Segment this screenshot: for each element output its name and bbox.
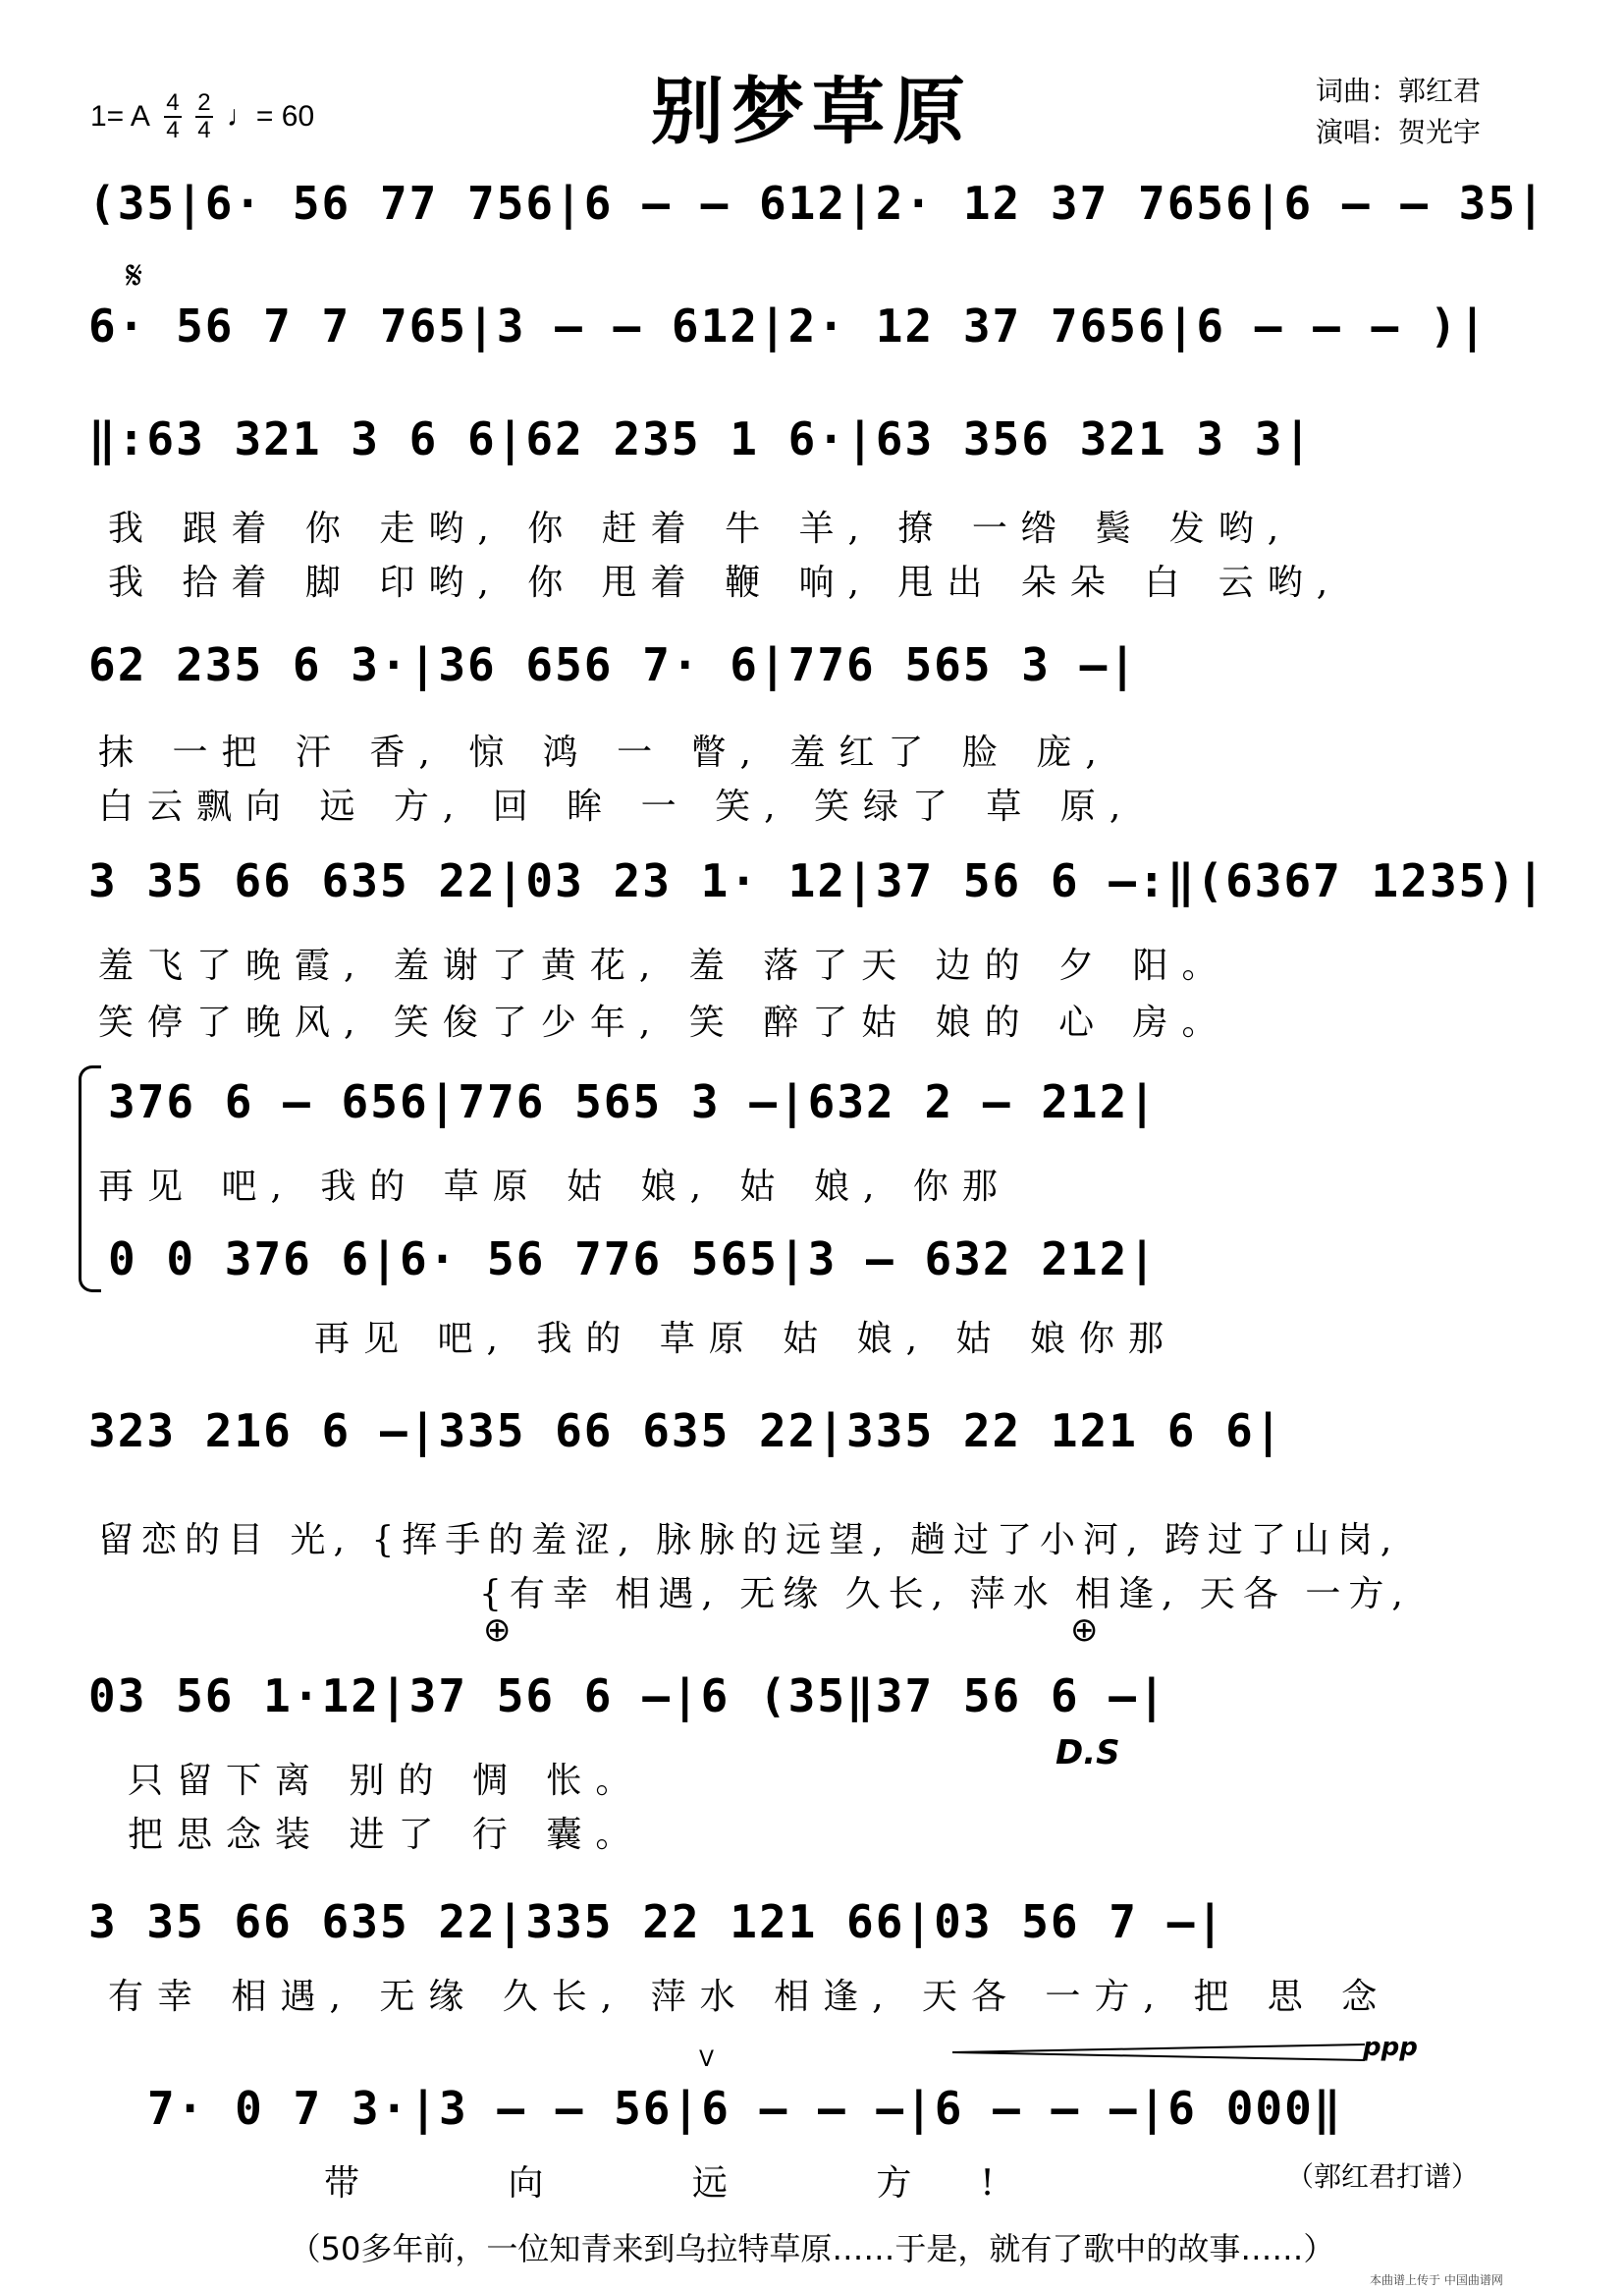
diminuendo-hairpin [952, 2041, 1365, 2064]
credits [1316, 71, 1481, 153]
lyric-row-5-verse-1: 羞飞了晚霞, 羞谢了黄花, 羞 落了天 边的 夕 阳。 [98, 946, 1231, 986]
time-signature-4-4: $\frac{4}{4}$ [164, 90, 182, 143]
score-row-11: 7· 0 7 3·|3 — — 56|6 — — —|6 — — —|6 000‖ [147, 2082, 1343, 2135]
score-row-2: 6· 56 7 7 765|3 — — 612|2· 12 37 7656|6 — — — )| [88, 300, 1489, 353]
song-title: 别梦草原 [651, 70, 973, 154]
lyric-row-3-verse-2: 我 拾着 脚 印哟, 你 甩着 鞭 响, 甩出 朵朵 白 云哟, [108, 563, 1342, 603]
lyric-row-4-verse-1: 抹 一把 汗 香, 惊 鸿 一 瞥, 羞红了 脸 庞, [98, 733, 1110, 773]
credit-singer: 演唱：贺光宇 [1316, 116, 1482, 148]
lyric-row-3-verse-1: 我 跟着 你 走哟, 你 赶着 牛 羊, 撩 一绺 鬓 发哟, [108, 509, 1293, 549]
score-row-8: 323 216 6 —|335 66 635 22|335 22 121 6 6| [88, 1404, 1284, 1457]
lyric-row-8-verse-1: 留恋的目 光, {挥手的羞涩, 脉脉的远望, 趟过了小河, 跨过了山岗, [98, 1520, 1400, 1560]
score-row-6-part-1: 376 6 — 656|776 565 3 —|632 2 — 212| [108, 1075, 1158, 1128]
time-signature-2-4: $\frac{2}{4}$ [195, 90, 213, 143]
segno-sign: 𝄋 [126, 253, 143, 299]
ds-mark: D.S [1056, 1733, 1120, 1772]
score-row-5: 3 35 66 635 22|03 23 1· 12|37 56 6 —:‖(6367 1235)| [88, 854, 1546, 907]
breath-mark: V [699, 2047, 715, 2072]
credit-lyrics-music: 词曲：郭红君 [1316, 75, 1482, 107]
lyric-row-9-verse-1: 只留下离 别的 惆 怅。 [128, 1761, 645, 1801]
lyric-row-6: 再见 吧, 我的 草原 姑 娘, 姑 娘, 你那 [98, 1167, 1011, 1207]
ppp-dynamic: ppp [1363, 2033, 1418, 2062]
lyric-row-4-verse-2: 白云飘向 远 方, 回 眸 一 笑, 笑绿了 草 原, [98, 787, 1135, 827]
lyric-row-5-verse-2: 笑停了晚风, 笑俊了少年, 笑 醉了姑 娘的 心 房。 [98, 1003, 1231, 1043]
story-footnote: （50多年前，一位知青来到乌拉特草原……于是，就有了歌中的故事……） [289, 2230, 1335, 2267]
score-row-9: 03 56 1·12|37 56 6 —|6 (35‖37 56 6 —| [88, 1669, 1167, 1722]
lyric-row-10: 有幸 相遇, 无缘 久长, 萍水 相逢, 天各 一方, 把 思 念 [108, 1977, 1391, 2017]
score-row-7-part-2: 0 0 376 6|6· 56 776 565|3 — 632 212| [108, 1232, 1158, 1285]
site-watermark: 本曲谱上传于 中国曲谱网 [1370, 2273, 1503, 2287]
lyric-row-9-verse-2: 把思念装 进了 行 囊。 [128, 1815, 645, 1855]
lyric-row-7: 再见 吧, 我的 草原 姑 娘, 姑 娘你那 [314, 1319, 1177, 1359]
tempo-mark: ♩= 60 [226, 100, 315, 133]
coda-sign-2: ⊕ [1070, 1610, 1099, 1650]
transcriber-credit: （郭红君打谱） [1286, 2160, 1480, 2193]
lyric-row-11: 带 向 远 方! [324, 2163, 1063, 2204]
score-row-1: (35|6· 56 77 756|6 — — 612|2· 12 37 7656|6 — — 35| [88, 177, 1546, 230]
lyric-row-8-verse-2: {有幸 相遇, 无缘 久长, 萍水 相逢, 天各 一方, [479, 1574, 1411, 1614]
score-row-3: ‖:63 321 3 6 6|62 235 1 6·|63 356 321 3 3| [88, 412, 1314, 465]
score-row-10: 3 35 66 635 22|335 22 121 66|03 56 7 —| [88, 1895, 1226, 1948]
key-signature: 1= A [90, 100, 150, 133]
score-row-4: 62 235 6 3·|36 656 7· 6|776 565 3 —| [88, 638, 1138, 691]
coda-sign-1: ⊕ [483, 1610, 512, 1650]
